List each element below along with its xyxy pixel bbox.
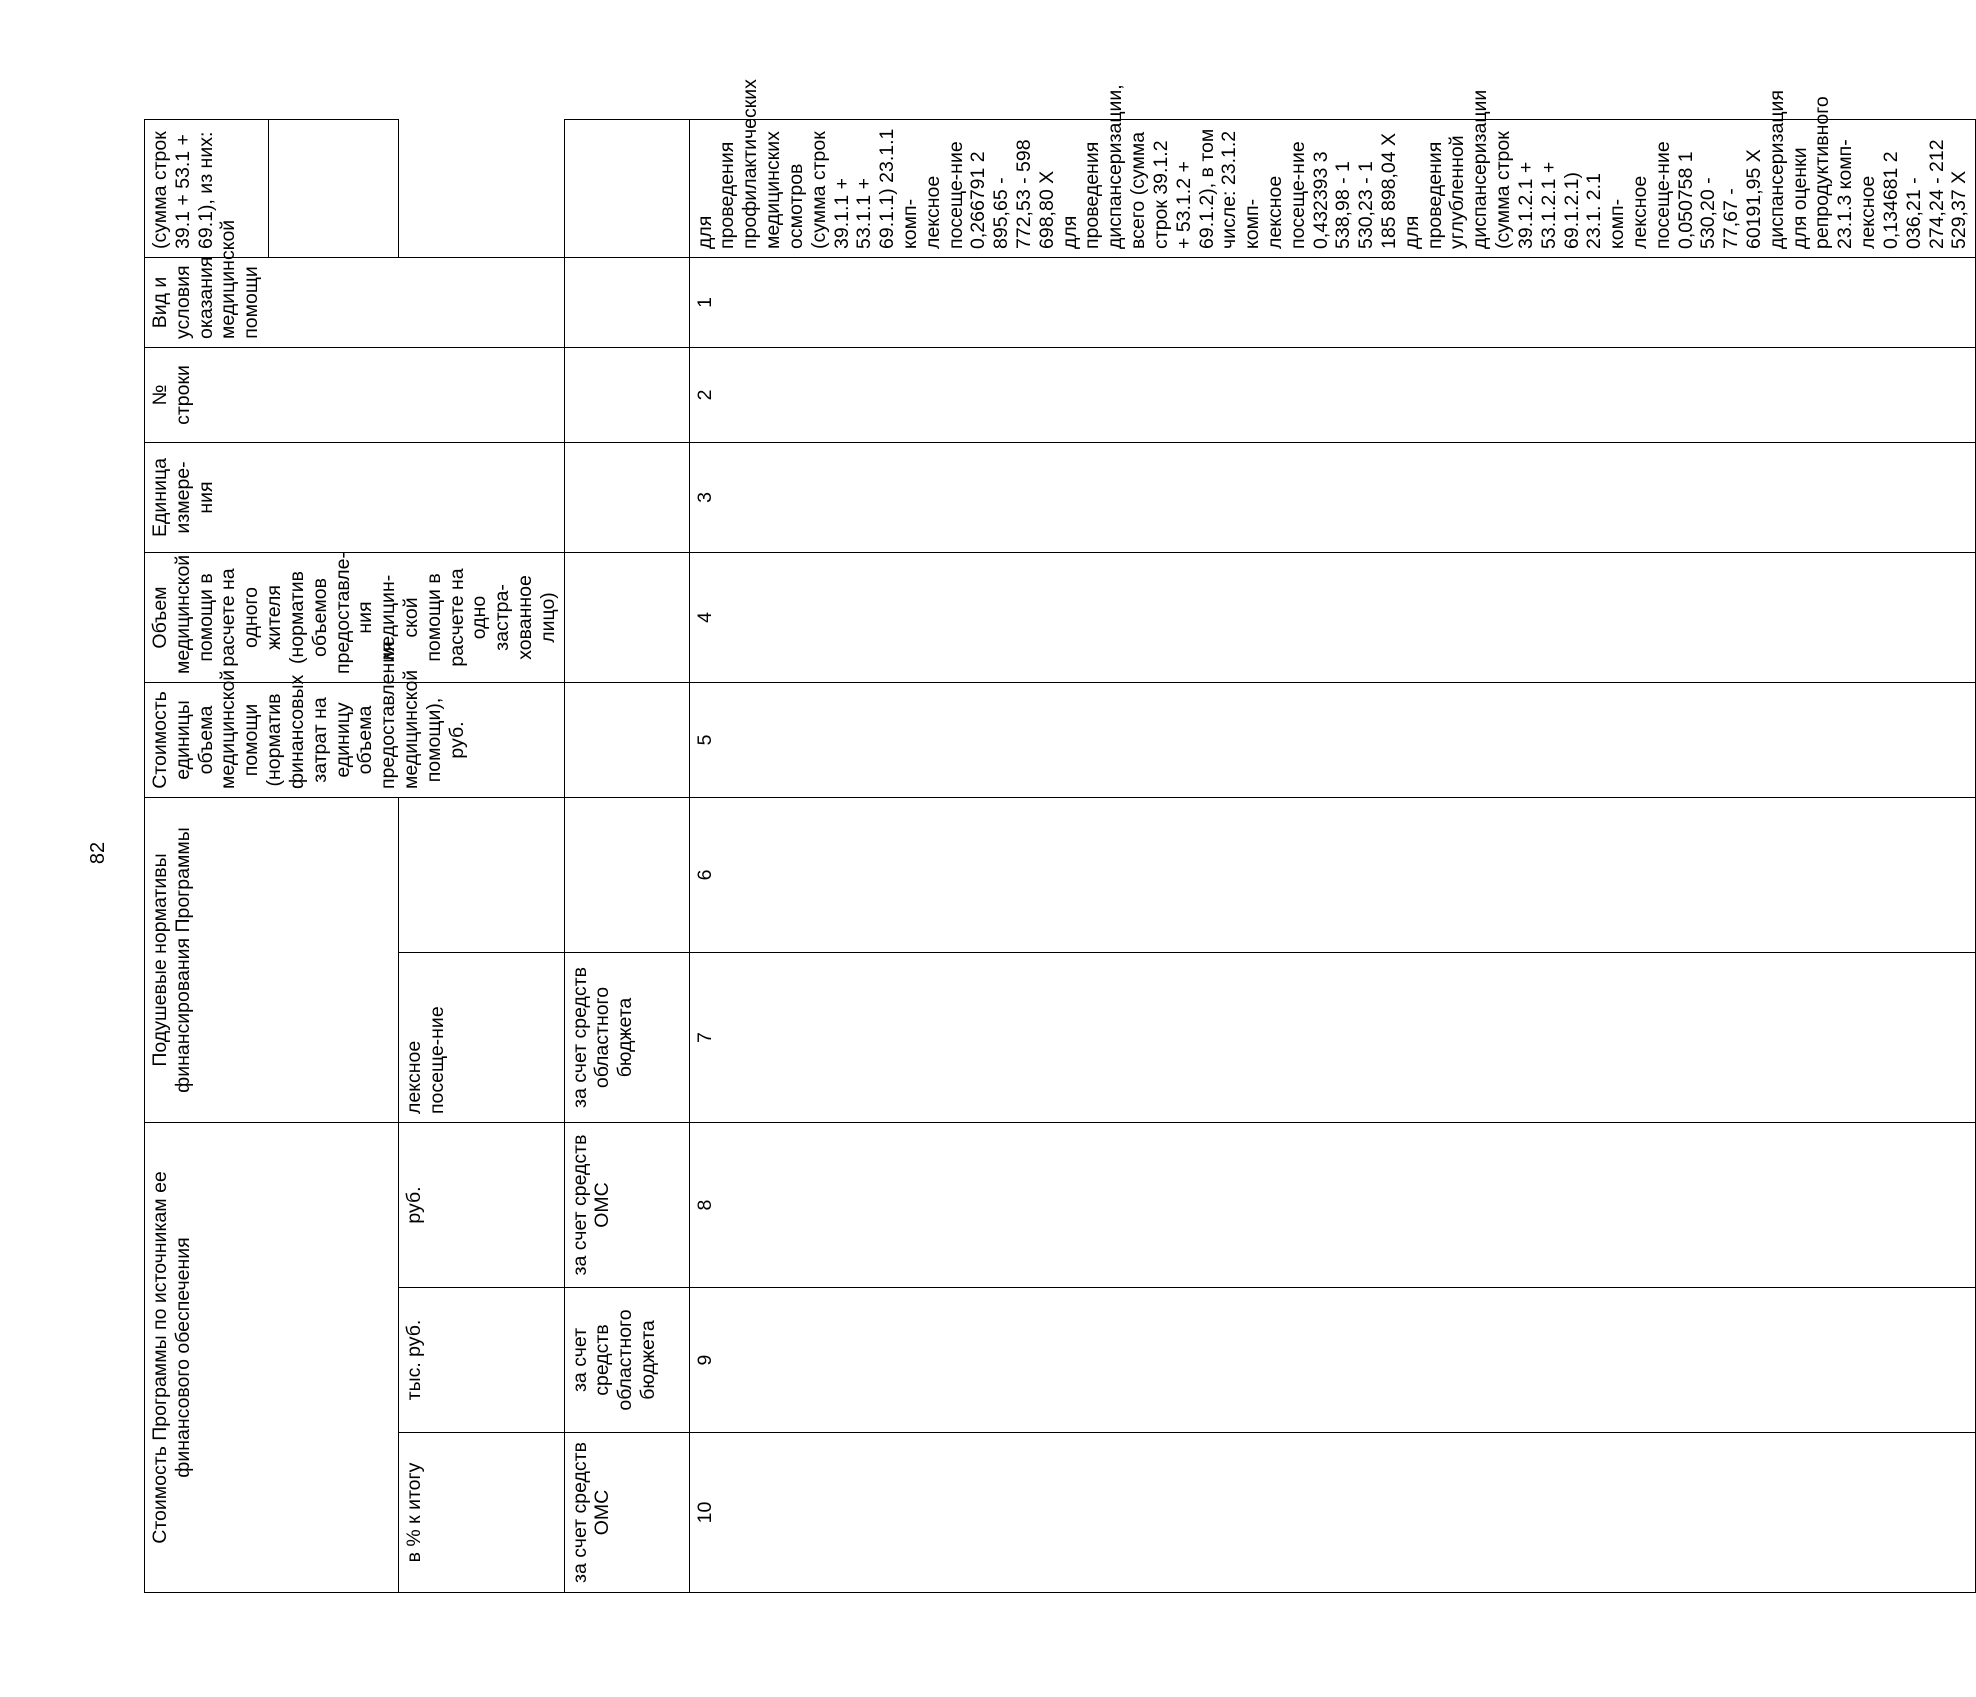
row-0-extra [564,797,689,952]
column-number: 1 [689,257,1976,347]
table-row: для проведения углубленной диспансеризации (сумма строк 39.1.2.1 + 53.1.2.1 + 69.1.2.1) 23.1. 2.1 комп-лексное посеще-ние 0,050758 1 530,20 - 77,67 - 60191,95 X [1400,89,1765,249]
data-block [689,79,1976,257]
row-0-type: (сумма строк 39.1 + 53.1 + 69.1), из них: [145,119,269,257]
header-group-cost-program: Стоимость Программы по источникам ее финансового обеспечения [145,1123,399,1593]
header-unit-rub: руб. [398,1123,564,1288]
row-0-cost [564,552,689,682]
header-cost-unit: Стоимость единицы объема медицинской помощи (норматив финансовых затрат на единицу объема предоставления медицинской помощи), руб. [145,682,565,797]
row-0-volume [564,682,689,797]
column-number: 8 [689,1123,1976,1288]
row-0-oms [564,347,689,442]
rotated-table-container [144,79,1971,1593]
row-0-number [268,119,398,257]
column-number: 5 [689,682,1976,797]
row-0-oms-program [564,119,689,257]
table-row: диспансеризация для оценки репродуктивного 23.1.3 комп-лексное 0,134681 2 036,21 - 274,24 - 212 529,37 X [1765,90,1971,249]
header-percent-total: в % к итогу [398,1433,564,1593]
header-unit-measure: Единица измере-ния [145,442,565,552]
row-0-regional [564,442,689,552]
header-group-per-capita: Подушевые нормативы финансирования Программы [145,797,399,1122]
header-volume: Объем медицинской помощи в расчете на одного жителя (норматив объемов предоставле-ния медицин-ской помощи в расчете на одно застра-хованное лицо) [145,552,565,682]
header-type-conditions: Вид и условия оказания медицинской помощи [145,257,565,347]
header-regional-per-capita: за счет средств областного бюджета [564,953,689,1123]
header-row-d [564,119,689,1592]
table-row: для проведения диспансеризации, всего (сумма строк 39.1.2 + 53.1.2 + 69.1.2), в том числе: 23.1.2 комп-лексное посеще-ние 0,432393 3 538,98 - 1 530,23 - 1 185 898,04 X [1058,84,1400,249]
row-0-unit: лексное посеще-ние [398,953,564,1123]
column-number: 6 [689,797,1976,952]
column-number: 2 [689,347,1976,442]
row-0-regional-program [564,257,689,347]
data-body [689,119,1976,1592]
column-number: 10 [689,1433,1976,1593]
header-oms-per-capita: за счет средств ОМС [564,1123,689,1288]
column-number: 3 [689,442,1976,552]
column-number: 9 [689,1288,1976,1433]
column-number: 7 [689,953,1976,1123]
column-number: 4 [689,552,1976,682]
header-unit-thousand-rub: тыс. руб. [398,1288,564,1433]
header-row-number: № строки [145,347,565,442]
header-oms-program: за счет средств ОМС [564,1433,689,1593]
table-row: для проведения профилактических медицинских осмотров (сумма строк 39.1.1 + 53.1.1 + 69.1.1) 23.1.1 комп-лексное посеще-ние 0,266791 2 895,65 - 772,53 - 598 698,80 X [693,79,1058,249]
header-row-a [145,119,269,1592]
cost-table [144,79,1976,1593]
header-regional-program: за счет средств областного бюджета [564,1288,689,1433]
page-number: 82 [87,841,109,865]
